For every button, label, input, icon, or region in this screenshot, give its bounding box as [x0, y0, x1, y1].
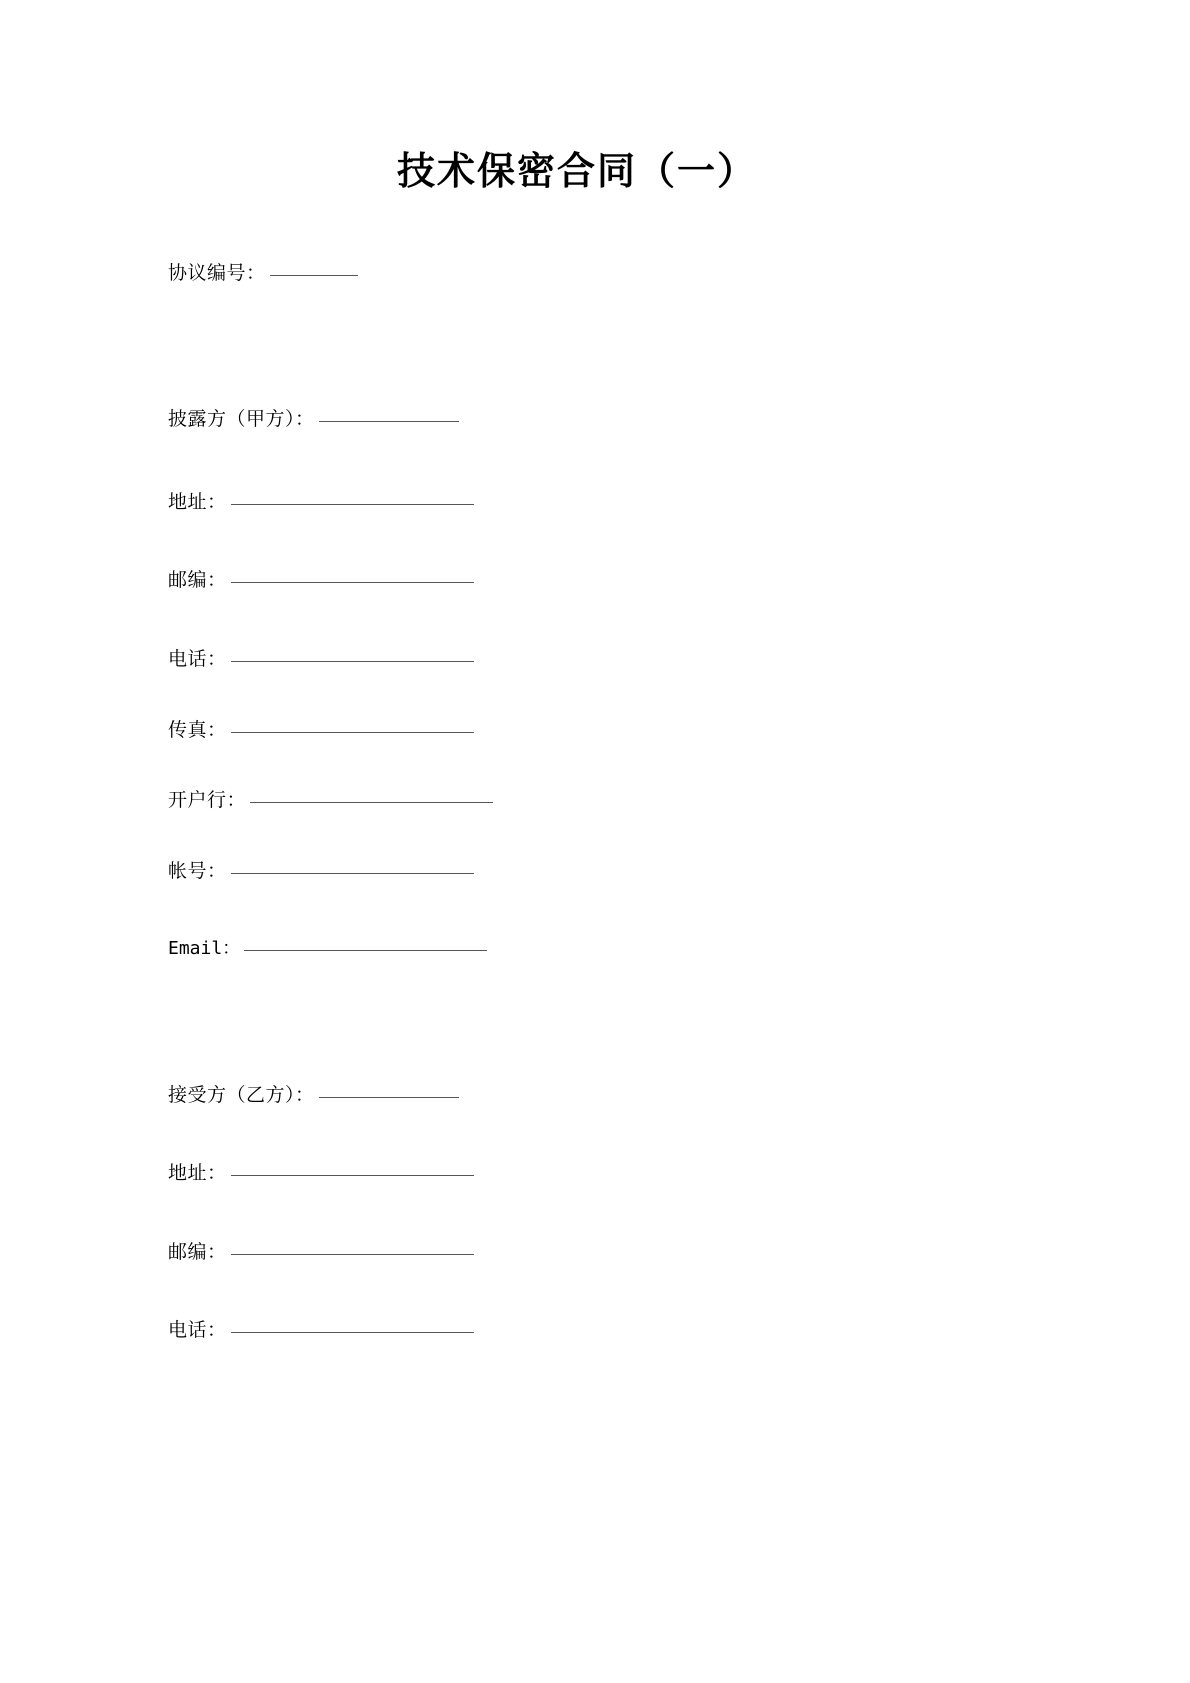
field-blank-party-a-address[interactable]: [231, 503, 474, 505]
spacer: [168, 515, 1190, 567]
field-blank-party-a-fax[interactable]: [231, 731, 474, 733]
field-blank-party-a-phone[interactable]: [231, 660, 474, 662]
spacer: [168, 1187, 1190, 1239]
spacer: [168, 1108, 1190, 1160]
field-blank-party-b-postcode[interactable]: [231, 1253, 474, 1255]
spacer: [168, 594, 1190, 646]
field-agreement-number: [168, 260, 1190, 287]
field-party-b-postcode: [168, 1239, 1190, 1266]
field-party-a-address: [168, 489, 1190, 516]
field-party-a-account: [168, 858, 1190, 885]
field-party-a-email: [168, 936, 1190, 961]
field-blank-party-a-bank[interactable]: [250, 801, 493, 803]
field-party-a-postcode: [168, 567, 1190, 594]
spacer: [168, 743, 1190, 787]
field-party-b-phone: [168, 1317, 1190, 1344]
field-blank-party-a-email[interactable]: [244, 949, 487, 951]
spacer: [168, 814, 1190, 858]
field-party-b-name: [168, 1082, 1190, 1109]
field-blank-party-b-phone[interactable]: [231, 1331, 474, 1333]
field-party-a-bank: [168, 787, 1190, 814]
field-label-party-a-address: 地址：: [168, 490, 227, 513]
field-blank-party-b-address[interactable]: [231, 1174, 474, 1176]
field-label-party-b-name: 接受方（乙方）：: [168, 1083, 315, 1106]
field-party-a-name: [168, 406, 1190, 433]
field-label-party-b-postcode: 邮编：: [168, 1240, 227, 1263]
document-body: [0, 194, 1190, 1344]
field-blank-party-b-name[interactable]: [319, 1096, 459, 1098]
field-party-a-fax: [168, 717, 1190, 744]
field-blank-party-a-name[interactable]: [319, 420, 459, 422]
spacer: [168, 962, 1190, 1082]
field-blank-party-a-postcode[interactable]: [231, 581, 474, 583]
field-label-party-a-account: 帐号：: [168, 859, 227, 882]
field-label-party-b-address: 地址：: [168, 1162, 227, 1185]
field-label-party-a-postcode: 邮编：: [168, 569, 227, 592]
field-blank-party-a-account[interactable]: [231, 872, 474, 874]
field-party-a-phone: [168, 646, 1190, 673]
spacer: [168, 673, 1190, 717]
spacer: [168, 1265, 1190, 1317]
field-label-party-a-bank: 开户行：: [168, 789, 247, 812]
field-blank-agreement-number[interactable]: [270, 274, 358, 276]
field-label-party-a-fax: 传真：: [168, 718, 227, 741]
page-title: 技术保密合同（一）: [396, 148, 757, 193]
field-label-party-a-name: 披露方（甲方）：: [168, 408, 315, 431]
spacer: [168, 433, 1190, 489]
field-label-party-b-phone: 电话：: [168, 1319, 227, 1342]
field-label-agreement-number: 协议编号：: [168, 261, 266, 284]
field-party-b-address: [168, 1160, 1190, 1187]
field-label-party-a-phone: 电话：: [168, 647, 227, 670]
spacer: [168, 884, 1190, 936]
spacer: [168, 286, 1190, 406]
field-label-party-a-email: Email：: [168, 938, 241, 960]
